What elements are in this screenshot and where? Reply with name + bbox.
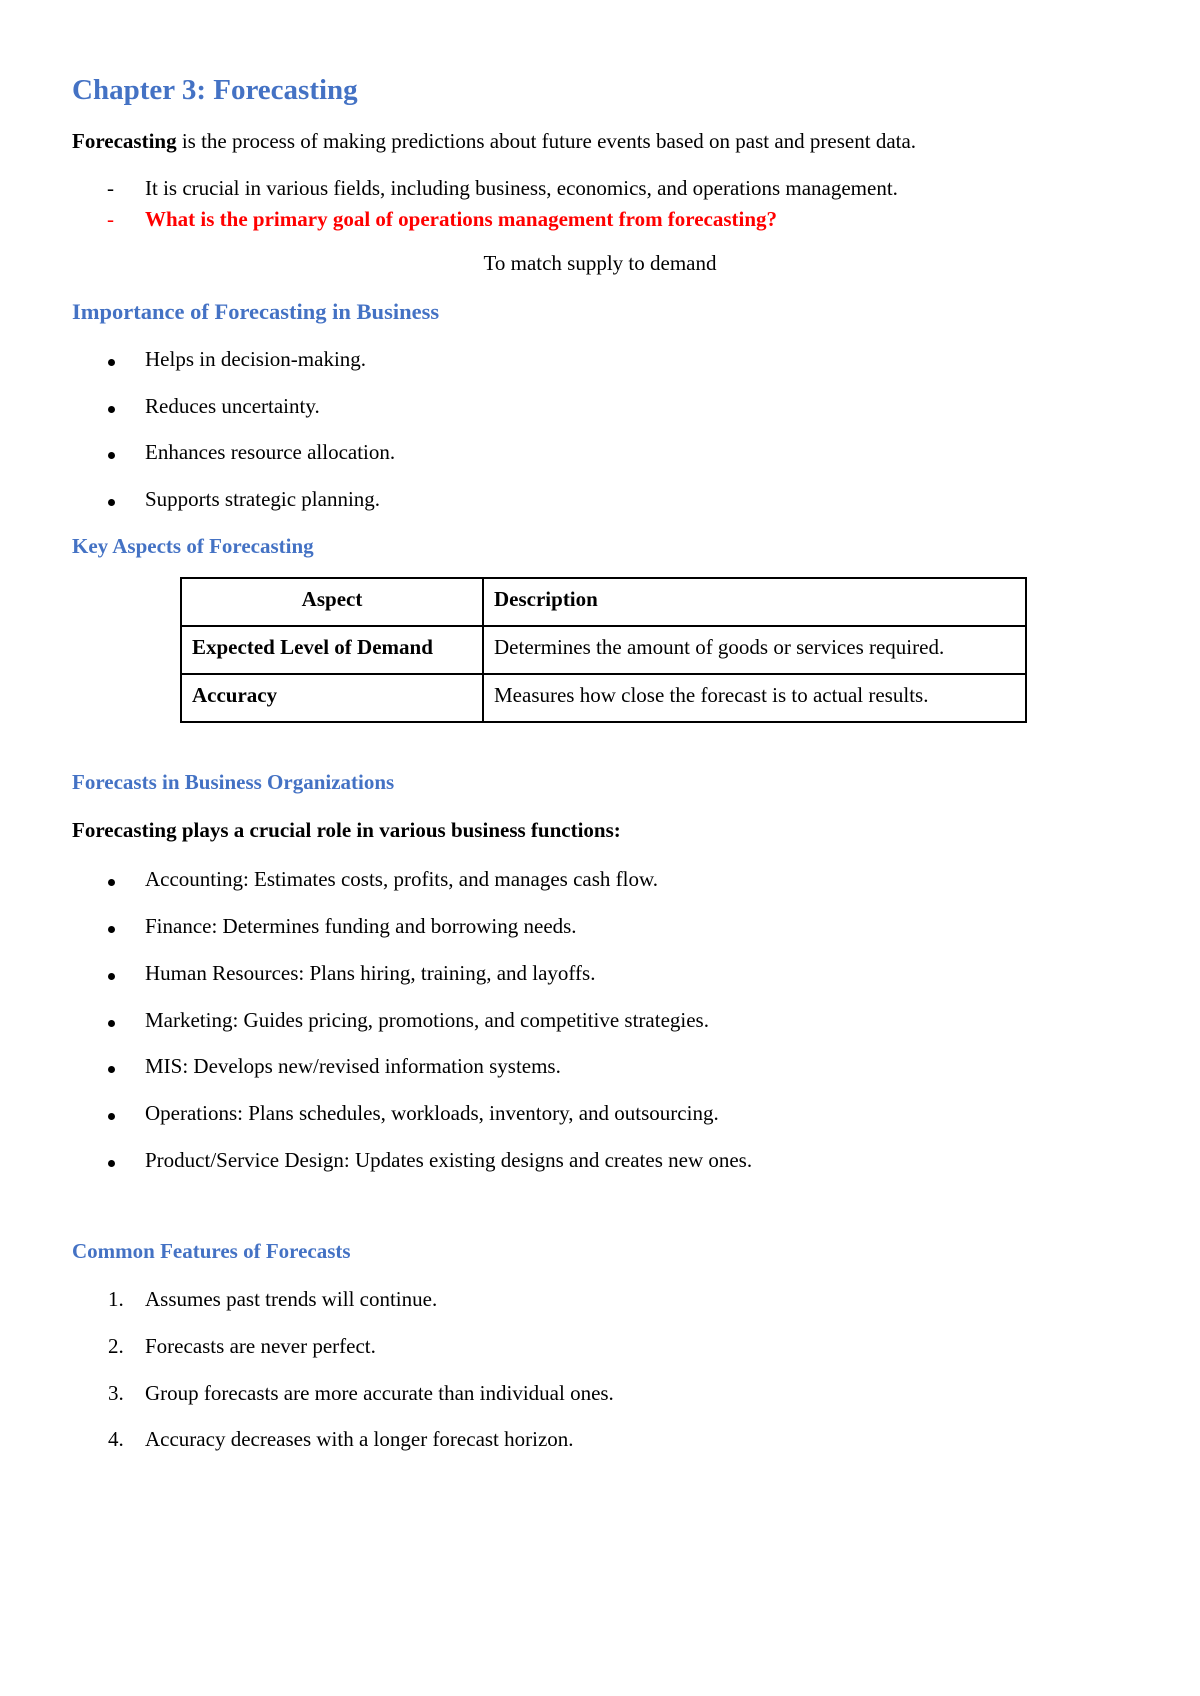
table-cell-aspect: Accuracy — [181, 674, 483, 722]
table-row — [181, 626, 1026, 674]
list-item: Product/Service Design: Updates existing designs and creates new ones. — [145, 1148, 753, 1172]
list-item: Helps in decision-making. — [145, 347, 367, 371]
list-number: 3. — [108, 1381, 124, 1405]
list-number: 2. — [108, 1334, 124, 1358]
list-item: Enhances resource allocation. — [145, 440, 396, 464]
column-header-aspect: Aspect — [181, 578, 483, 626]
list-item: Supports strategic planning. — [145, 487, 381, 511]
list-item: Accuracy decreases with a longer forecast horizon. — [145, 1427, 574, 1451]
features-heading: Common Features of Forecasts — [72, 1239, 351, 1263]
intro-paragraph — [72, 126, 916, 156]
table-cell-aspect: Expected Level of Demand — [181, 626, 483, 674]
bullet-icon — [108, 452, 115, 459]
bullet-icon — [108, 359, 115, 366]
dash-marker: - — [107, 176, 114, 200]
bullet-icon — [108, 1020, 115, 1027]
list-item: Assumes past trends will continue. — [145, 1287, 438, 1311]
organizations-lead: Forecasting plays a crucial role in various business functions: — [72, 818, 621, 842]
key-aspects-heading: Key Aspects of Forecasting — [72, 534, 314, 558]
list-item: Marketing: Guides pricing, promotions, and competitive strategies. — [145, 1008, 709, 1032]
dash-item: It is crucial in various fields, including business, economics, and operations management. — [145, 176, 898, 200]
list-number: 4. — [108, 1427, 124, 1451]
column-header-description: Description — [483, 578, 1026, 626]
importance-heading: Importance of Forecasting in Business — [72, 299, 440, 324]
list-number: 1. — [108, 1287, 124, 1311]
answer-line: To match supply to demand — [483, 251, 717, 275]
bullet-icon — [108, 499, 115, 506]
organizations-heading: Forecasts in Business Organizations — [72, 770, 395, 794]
table-header-row — [181, 578, 1026, 626]
bullet-icon — [108, 879, 115, 886]
bullet-icon — [108, 926, 115, 933]
page-title: Chapter 3: Forecasting — [72, 74, 358, 106]
table-row — [181, 674, 1026, 722]
key-aspects-table — [180, 577, 1027, 723]
list-item: Finance: Determines funding and borrowing needs. — [145, 914, 577, 938]
list-item: Operations: Plans schedules, workloads, inventory, and outsourcing. — [145, 1101, 719, 1125]
list-item: Reduces uncertainty. — [145, 394, 320, 418]
bullet-icon — [108, 406, 115, 413]
dash-marker: - — [107, 207, 114, 231]
list-item: MIS: Develops new/revised information systems. — [145, 1054, 561, 1078]
table-cell-description: Measures how close the forecast is to actual results. — [483, 674, 1026, 722]
list-item: Human Resources: Plans hiring, training, and layoffs. — [145, 961, 596, 985]
intro-definition: is the process of making predictions about future events based on past and present data. — [176, 129, 917, 153]
bullet-icon — [108, 973, 115, 980]
bullet-icon — [108, 1066, 115, 1073]
list-item: Group forecasts are more accurate than individual ones. — [145, 1381, 614, 1405]
list-item: Forecasts are never perfect. — [145, 1334, 376, 1358]
bullet-icon — [108, 1113, 115, 1120]
table-cell-description: Determines the amount of goods or services required. — [483, 626, 1026, 674]
list-item: Accounting: Estimates costs, profits, and manages cash flow. — [145, 867, 659, 891]
question-item: What is the primary goal of operations management from forecasting? — [145, 207, 778, 231]
bullet-icon — [108, 1160, 115, 1167]
intro-term: Forecasting — [72, 129, 177, 153]
